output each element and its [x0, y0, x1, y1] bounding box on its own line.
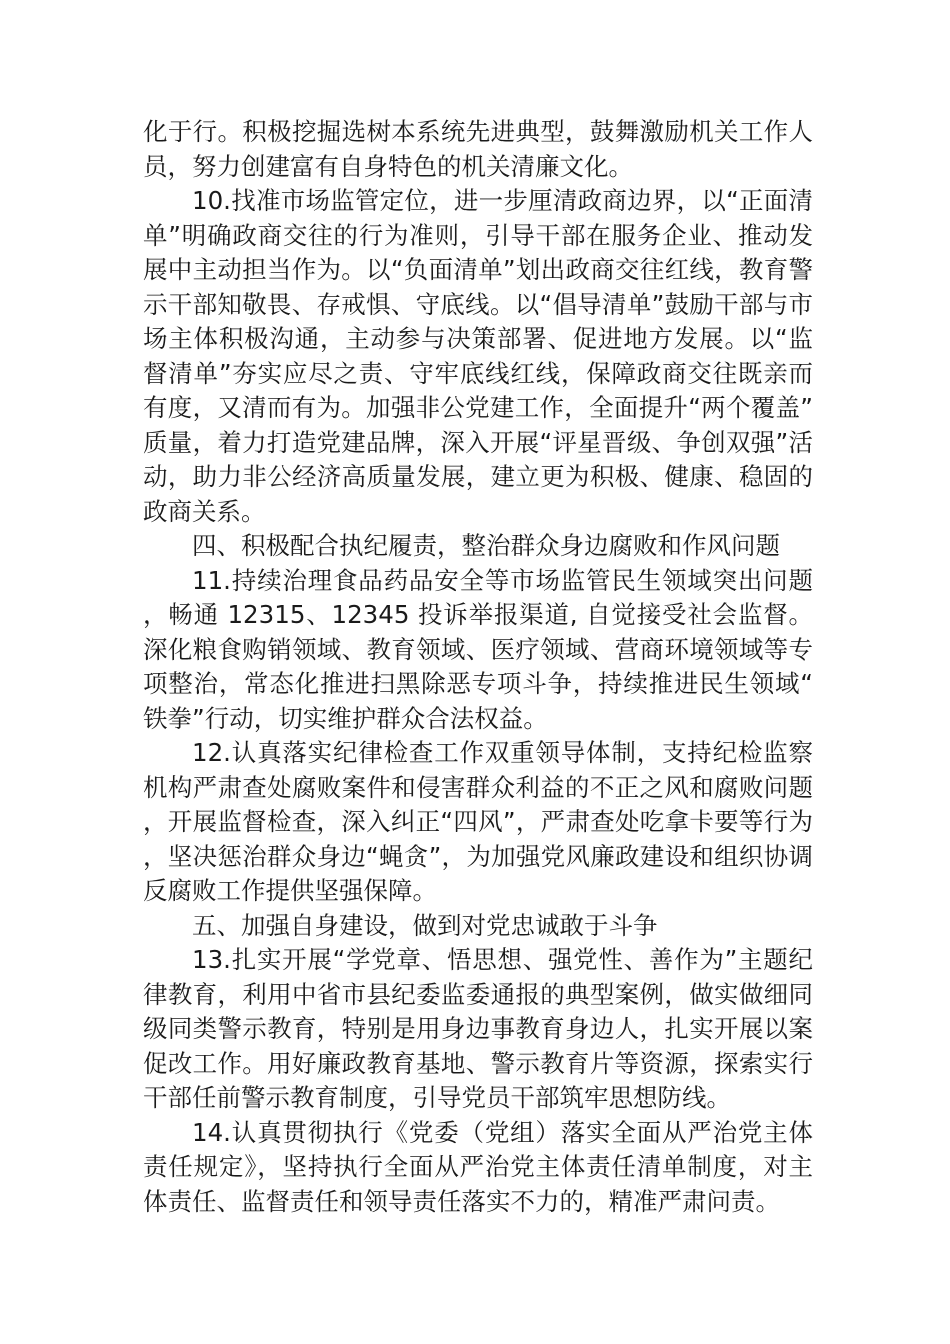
section-heading-5: 五、加强自身建设，做到对党忠诚敢于斗争 — [192, 910, 658, 940]
paragraph-item-12: 12.认真落实纪律检查工作双重领导体制，支持纪检监察机构严肃查处腐败案件和侵害群众利益的不正之风和腐败问题，开展监督检查，深入纠正“四风”，严肃查处吃拿卡要等行为，坚决惩治群众身边“蝇贪”，为加强党风廉政建设和组织协调反腐败工作提供坚强保障。 — [143, 738, 813, 905]
paragraph-1: 化于行。积极挖掘选树本系统先进典型，鼓舞激励机关工作人员，努力创建富有自身特色的机关清廉文化。 — [143, 117, 813, 181]
document-page — [143, 115, 813, 1219]
paragraph-item-11: 11.持续治理食品药品安全等市场监管民生领域突出问题，畅通 12315、12345 投诉举报渠道, 自觉接受社会监督。深化粮食购销领域、教育领域、医疗领域、营商环境领域等专项整治，常态化推进扫黑除恶专项斗争，持续推进民生领域“铁拳”行动，切实维护群众合法权益。 — [143, 565, 813, 733]
section-heading-4: 四、积极配合执纪履责，整治群众身边腐败和作风问题 — [192, 531, 780, 560]
paragraph-item-13: 13.扎实开展“学党章、悟思想、强党性、善作为”主题纪律教育，利用中省市县纪委监委通报的典型案例，做实做细同级同类警示教育，特别是用身边事教育身边人，扎实开展以案促改工作。用好廉政教育基地、警示教育片等资源，探索实行干部任前警示教育制度，引导党员干部筑牢思想防线。 — [143, 945, 813, 1112]
paragraph-item-14: 14.认真贯彻执行《党委（党组）落实全面从严治党主体责任规定》，坚持执行全面从严治党主体责任清单制度，对主体责任、监督责任和领导责任落实不力的，精准严肃问责。 — [143, 1117, 813, 1216]
paragraph-item-10: 10.找准市场监管定位，进一步厘清政商边界，以“正面清单”明确政商交往的行为准则，引导干部在服务企业、推动发展中主动担当作为。以“负面清单”划出政商交往红线，教育警示干部知敬畏、存戒惧、守底线。以“倡导清单”鼓励干部与市场主体积极沟通，主动参与决策部署、促进地方发展。以“监督清单”夯实应尽之责、守牢底线红线，保障政商交往既亲而有度，又清而有为。加强非公党建工作，全面提升“两个覆盖”质量，着力打造党建品牌，深入开展“评星晋级、争创双强”活动，助力非公经济高质量发展，建立更为积极、健康、稳固的政商关系。 — [143, 186, 813, 526]
